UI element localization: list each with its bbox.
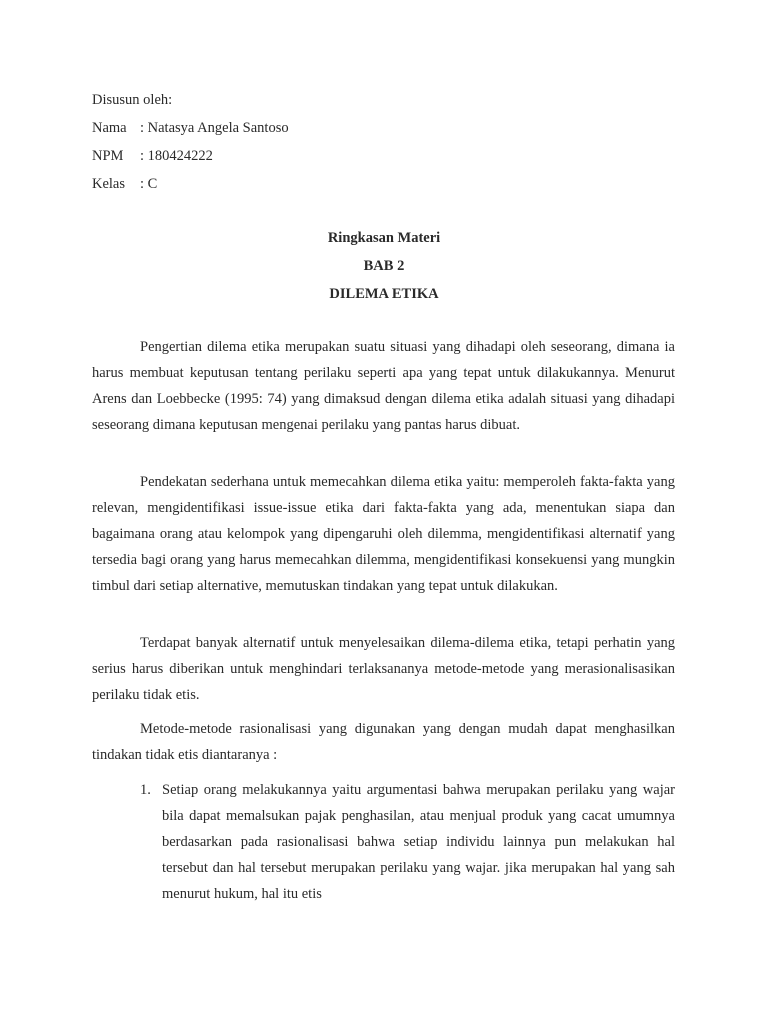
class-value: : C bbox=[140, 176, 158, 192]
paragraph-2: Pendekatan sederhana untuk memecahkan dilema etika yaitu: memperoleh fakta-fakta yang relevan, mengidentifikasi issue-issue etika dari fakta-fakta yang ada, menentukan siapa dan bagaimana orang atau kelompok yang dipengaruhi oleh dilemma, mengidentifikasi alternatif yang tersedia bagi orang yang harus memecahkan dilemma, mengidentifikasi konsekuensi yang mungkin timbul dari setiap alternative, memutuskan tindakan yang tepat untuk dilakukan. bbox=[92, 474, 675, 594]
author-label: Disusun oleh: bbox=[92, 92, 173, 108]
heading-title: DILEMA ETIKA bbox=[329, 286, 439, 302]
numbered-list bbox=[140, 777, 675, 907]
paragraph-1: Pengertian dilema etika merupakan suatu situasi yang dihadapi oleh seseorang, dimana ia harus membuat keputusan tentang perilaku seperti apa yang tepat untuk dilakukannya. Menurut Arens dan Loebbecke (1995: 74) yang dimaksud dengan dilema etika adalah situasi yang dihadapi seseorang dimana keputusan mengenai perilaku yang pantas harus dibuat. bbox=[92, 339, 675, 433]
author-label-row bbox=[92, 86, 289, 114]
list-item-number: 1. bbox=[140, 782, 151, 798]
heading-chapter: BAB 2 bbox=[363, 258, 405, 274]
heading-summary: Ringkasan Materi bbox=[327, 230, 441, 246]
author-block bbox=[92, 86, 289, 198]
author-npm-row bbox=[92, 142, 289, 170]
author-name-row bbox=[92, 114, 289, 142]
npm-value: : 180424222 bbox=[140, 148, 213, 164]
list-item bbox=[140, 777, 675, 907]
name-value: : Natasya Angela Santoso bbox=[140, 120, 289, 136]
list-item-text: Setiap orang melakukannya yaitu argumentasi bahwa merupakan perilaku yang wajar bila dapat memalsukan pajak penghasilan, atau menjual produk yang cacat umumnya berdasarkan pada rasionalisasi bahwa setiap individu lainnya pun melakukan hal tersebut dan hal tersebut merupakan perilaku yang wajar. jika merupakan hal yang sah menurut hukum, hal itu etis bbox=[162, 782, 675, 902]
npm-key: NPM bbox=[92, 148, 124, 164]
paragraph-3: Terdapat banyak alternatif untuk menyelesaikan dilema-dilema etika, tetapi perhatin yang serius harus diberikan untuk menghindari terlaksananya metode-metode yang merasionalisasikan perilaku tidak etis. bbox=[92, 635, 675, 703]
author-class-row bbox=[92, 170, 289, 198]
name-key: Nama bbox=[92, 120, 127, 136]
paragraph-4: Metode-metode rasionalisasi yang digunakan yang dengan mudah dapat menghasilkan tindakan tidak etis diantaranya : bbox=[92, 721, 675, 763]
class-key: Kelas bbox=[92, 176, 126, 192]
